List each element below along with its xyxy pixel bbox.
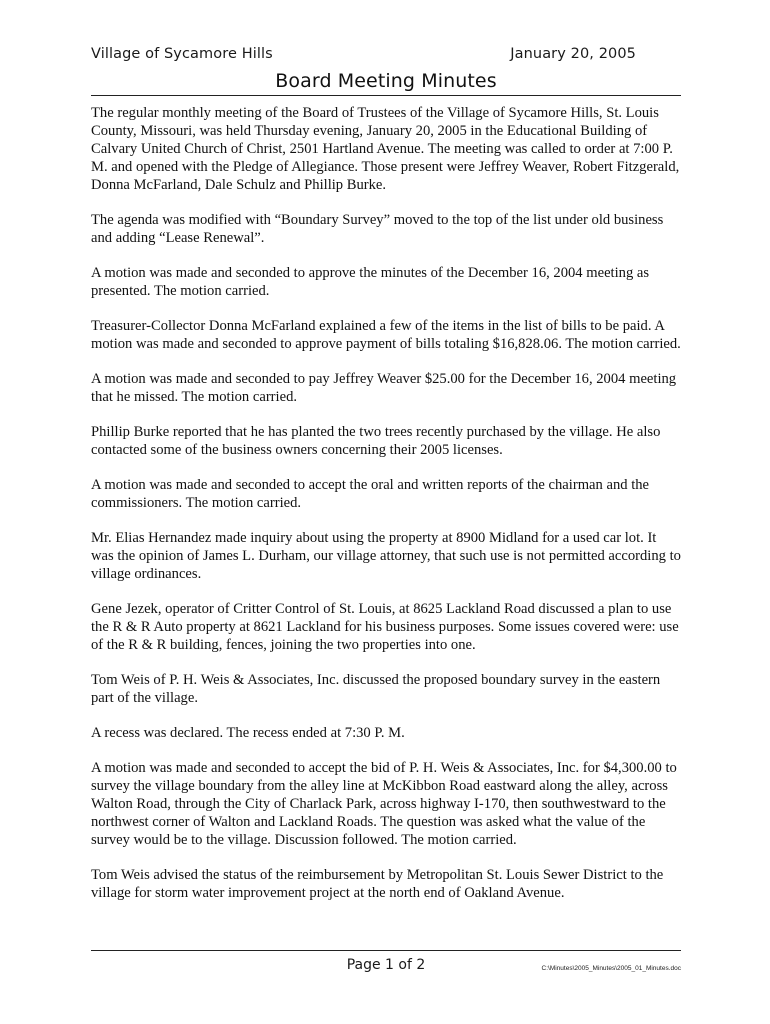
paragraph: A motion was made and seconded to accept the oral and written reports of the chairman and the commissioners. The motion carried. — [91, 477, 650, 511]
page-number: Page 1 of 2 — [346, 957, 426, 973]
paragraph: The agenda was modified with “Boundary Survey” moved to the top of the list under old business and adding “Lease Renewal”. — [91, 212, 664, 246]
document-body — [91, 104, 681, 902]
paragraph: A motion was made and seconded to approve the minutes of the December 16, 2004 meeting as presented. The motion carried. — [91, 265, 650, 299]
paragraph: A motion was made and seconded to accept the bid of P. H. Weis & Associates, Inc. for $4,300.00 to survey the village boundary from the alley line at McKibbon Road eastward along the alley, across Walton Road, through the City of Charlack Park, across highway I-170, then southwestward to the northwest corner of Walton and Lackland Roads. The question was asked what the value of the survey would be to the village. Discussion followed. The motion carried. — [91, 760, 677, 848]
page-header — [91, 44, 681, 68]
paragraph: Phillip Burke reported that he has planted the two trees recently purchased by the village. He also contacted some of the business owners concerning their 2005 licenses. — [91, 424, 661, 458]
paragraph: Tom Weis of P. H. Weis & Associates, Inc. discussed the proposed boundary survey in the eastern part of the village. — [91, 672, 661, 706]
paragraph: Mr. Elias Hernandez made inquiry about using the property at 8900 Midland for a used car lot. It was the opinion of James L. Durham, our village attorney, that such use is not permitted according to village ordinances. — [91, 530, 681, 582]
document-title: Board Meeting Minutes — [275, 70, 497, 92]
paragraph: Tom Weis advised the status of the reimbursement by Metropolitan St. Louis Sewer District to the village for storm water improvement project at the north end of Oakland Avenue. — [91, 867, 664, 901]
meeting-date: January 20, 2005 — [510, 46, 636, 62]
header-divider — [91, 95, 681, 96]
paragraph: The regular monthly meeting of the Board of Trustees of the Village of Sycamore Hills, St. Louis County, Missouri, was held Thursday evening, January 20, 2005 in the Educational Building of Calvary United Church of Christ, 2501 Hartland Avenue. The meeting was called to order at 7:00 P. M. and opened with the Pledge of Allegiance. Those present were Jeffrey Weaver, Robert Fitzgerald, Donna McFarland, Dale Schulz and Phillip Burke. — [91, 105, 680, 193]
page-footer — [91, 950, 681, 981]
paragraph: Gene Jezek, operator of Critter Control of St. Louis, at 8625 Lackland Road discussed a plan to use the R & R Auto property at 8621 Lackland for his business purposes. Some issues covered were: use of the R & R building, fences, joining the two properties into one. — [91, 601, 679, 653]
paragraph: A motion was made and seconded to pay Jeffrey Weaver $25.00 for the December 16, 2004 meeting that he missed. The motion carried. — [91, 371, 677, 405]
paragraph: Treasurer-Collector Donna McFarland explained a few of the items in the list of bills to be paid. A motion was made and seconded to approve payment of bills totaling $16,828.06. The motion carried. — [91, 318, 681, 352]
file-path: C:\Minutes\2005_Minutes\2005_01_Minutes.doc — [541, 965, 681, 972]
document-page — [91, 44, 681, 919]
organization-name: Village of Sycamore Hills — [91, 46, 273, 62]
paragraph: A recess was declared. The recess ended at 7:30 P. M. — [91, 725, 405, 741]
